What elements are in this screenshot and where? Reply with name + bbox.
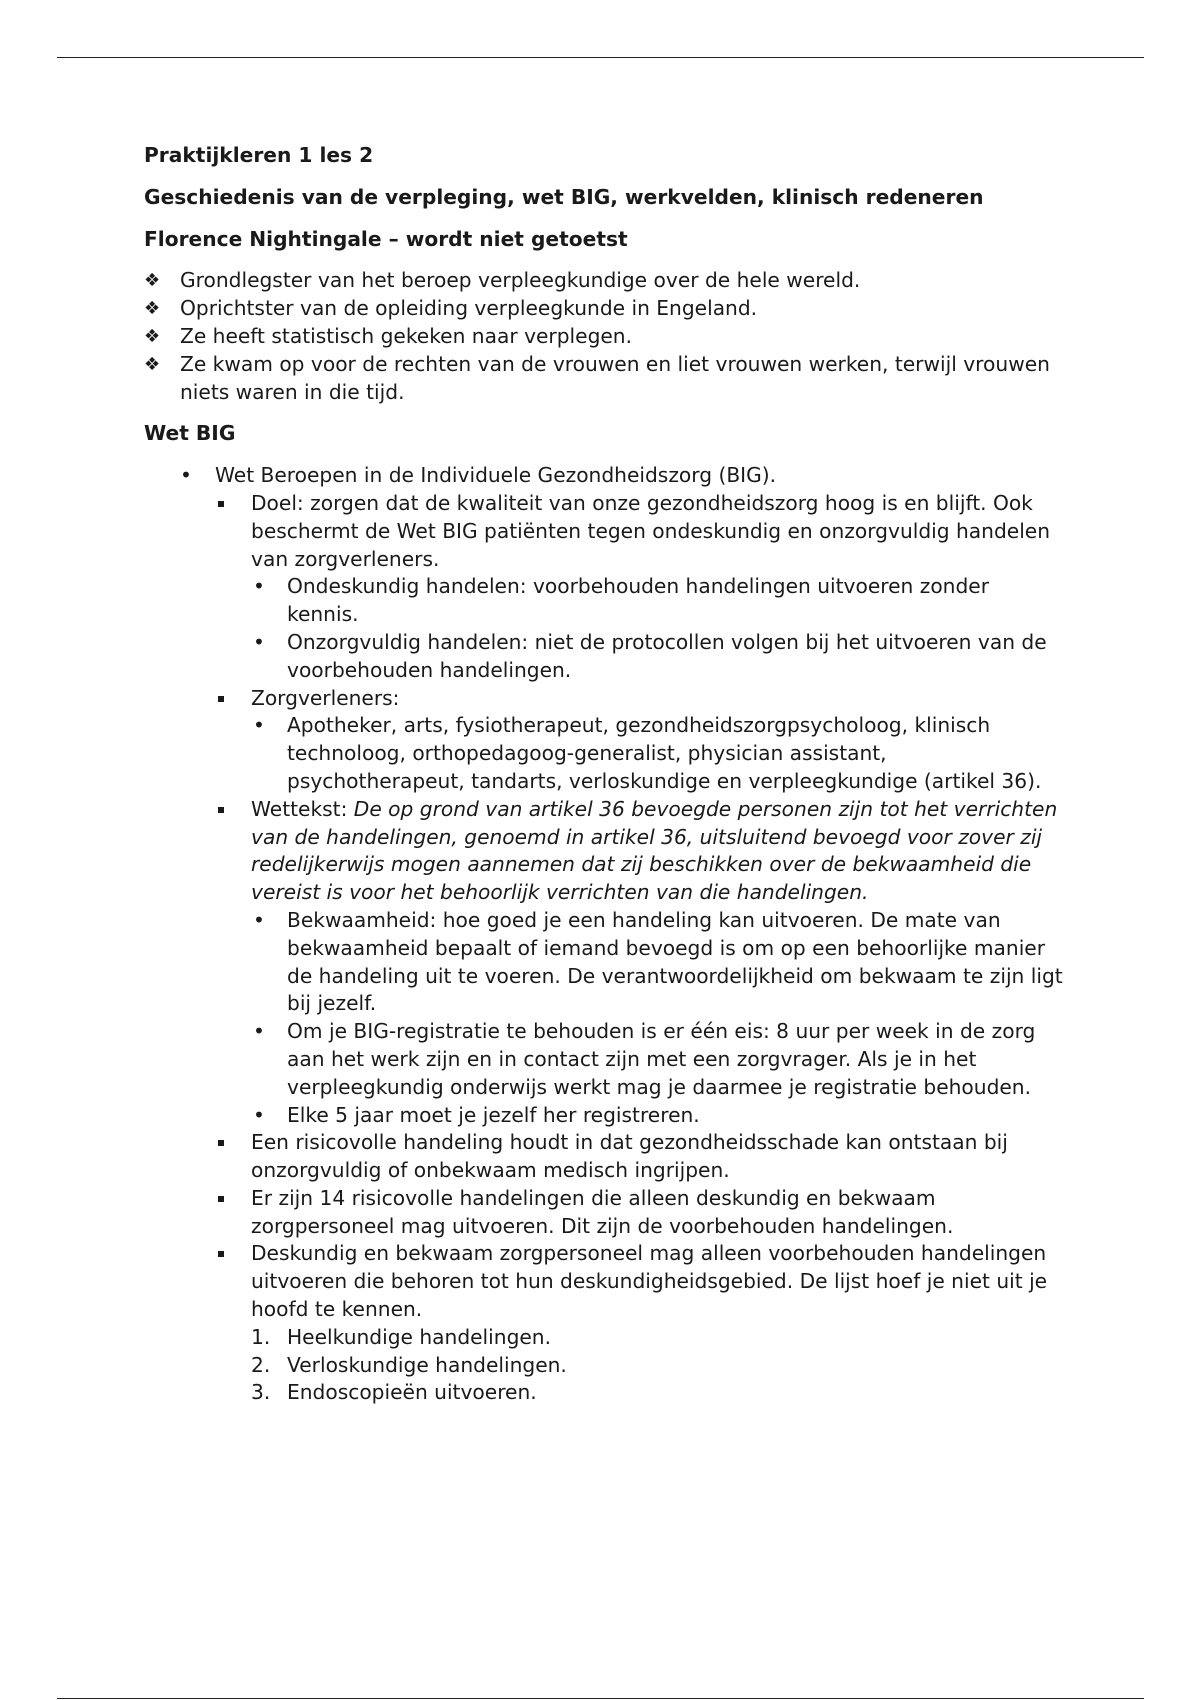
square-bullet-icon	[218, 1251, 224, 1257]
list-item: ❖ Grondlegster van het beroep verpleegkundige over de hele wereld.	[144, 267, 1064, 295]
square-bullet-icon	[218, 807, 224, 813]
diamond-bullet-icon: ❖	[144, 353, 161, 375]
list-item: • Apotheker, arts, fysiotherapeut, gezondheidszorgpsycholoog, klinisch technoloog, orthopedagoog-generalist, physician assistant, psychotherapeut, tandarts, verloskundige en verpleegkundige (artikel 36).	[253, 713, 1042, 793]
list-item: • Elke 5 jaar moet je jezelf her registreren.	[251, 1102, 1064, 1130]
bottom-rule	[57, 1698, 1144, 1699]
square-bullet-icon	[218, 501, 224, 507]
wet-big-list	[178, 462, 1064, 1407]
list-item	[215, 685, 1064, 796]
diamond-bullet-icon: ❖	[144, 298, 161, 320]
list-item: • Om je BIG-registratie te behouden is er één eis: 8 uur per week in de zorg aan het werk zijn en in contact zijn met een zorgvrager. Als je in het verpleegkundig onderwijs werkt mag je daarmee je registratie behouden.	[253, 1019, 1036, 1099]
list-item: • Onzorgvuldig handelen: niet de protocollen volgen bij het uitvoeren van de voorbehouden handelingen.	[253, 629, 1047, 682]
diamond-bullet-icon: ❖	[144, 270, 161, 292]
list-item: ❖ Oprichtster van de opleiding verpleegkunde in Engeland.	[144, 295, 1064, 323]
square-bullet-icon	[218, 1140, 224, 1146]
bullet-icon: •	[253, 1019, 265, 1044]
list-item	[178, 462, 1064, 1407]
bullet-icon: •	[253, 1102, 265, 1127]
numbered-item: 3. Endoscopieën uitvoeren.	[251, 1380, 537, 1405]
nightingale-list	[144, 267, 1064, 406]
section-heading-wet-big: Wet BIG	[144, 421, 236, 446]
bullet-icon: •	[253, 713, 265, 738]
wet-big-definition: Wet Beroepen in de Individuele Gezondheidszorg (BIG).	[215, 463, 777, 488]
deskundig-text: Deskundig en bekwaam zorgpersoneel mag alleen voorbehouden handelingen uitvoeren die behoren tot hun deskundigheidsgebied. De lijst hoef je niet uit je hoofd te kennen.	[251, 1241, 1048, 1322]
list-item	[215, 1240, 1064, 1407]
list-item: • Ondeskundig handelen: voorbehouden handelingen uitvoeren zonder kennis.	[253, 574, 990, 627]
list-item	[215, 796, 1064, 1130]
document-title: Praktijkleren 1 les 2	[144, 143, 374, 167]
top-rule	[57, 57, 1144, 58]
voorbehouden-handelingen-list	[251, 1324, 1064, 1407]
document-body	[144, 142, 1064, 1407]
zorgverleners-text: Zorgverleners:	[251, 685, 400, 710]
list-item: Een risicovolle handeling houdt in dat gezondheidsschade kan ontstaan bij onzorgvuldig of onbekwaam medisch ingrijpen.	[215, 1129, 1064, 1185]
numbered-item: 1. Heelkundige handelingen.	[251, 1324, 552, 1349]
wettekst-sublist	[251, 907, 1064, 1129]
zorgverleners-sublist	[251, 712, 1064, 795]
wet-big-sublist	[215, 490, 1064, 1407]
list-item: ❖ Ze heeft statistisch gekeken naar verplegen.	[144, 323, 1064, 351]
doel-sublist	[251, 573, 1064, 684]
numbered-item: 2. Verloskundige handelingen.	[251, 1352, 567, 1377]
bullet-icon: •	[253, 629, 265, 654]
section-heading-nightingale: Florence Nightingale – wordt niet getoetst	[144, 226, 628, 251]
list-item: Er zijn 14 risicovolle handelingen die alleen deskundig en bekwaam zorgpersoneel mag uitvoeren. Dit zijn de voorbehouden handelingen.	[215, 1185, 1064, 1241]
wettekst-quote: De op grond van artikel 36 bevoegde personen zijn tot het verrichten van de handelingen, genoemd in artikel 36, uitsluitend bevoegd voor zover zij redelijkerwijs mogen aannemen dat zij beschikken over de bekwaamheid die vereist is voor het behoorlijk verrichten van die handelingen.	[251, 796, 1058, 905]
doel-text: Doel: zorgen dat de kwaliteit van onze gezondheidszorg hoog is en blijft. Ook beschermt de Wet BIG patiënten tegen ondeskundig en onzorgvuldig handelen van zorgverleners.	[251, 490, 1051, 571]
diamond-bullet-icon: ❖	[144, 325, 161, 347]
bullet-icon: •	[253, 574, 265, 599]
bullet-icon: •	[180, 463, 192, 488]
document-subtitle: Geschiedenis van de verpleging, wet BIG, werkvelden, klinisch redeneren	[144, 184, 984, 209]
wettekst-label: Wettekst:	[251, 796, 354, 821]
square-bullet-icon	[218, 1196, 224, 1202]
list-item	[215, 490, 1064, 685]
list-item: ❖ Ze kwam op voor de rechten van de vrouwen en liet vrouwen werken, terwijl vrouwen niets waren in die tijd.	[144, 351, 1050, 404]
bullet-icon: •	[253, 907, 265, 932]
list-item: • Bekwaamheid: hoe goed je een handeling kan uitvoeren. De mate van bekwaamheid bepaalt of iemand bevoegd is om op een behoorlijke manier de handeling uit te voeren. De verantwoordelijkheid om bekwaam te zijn ligt bij jezelf.	[253, 907, 1063, 1016]
square-bullet-icon	[218, 696, 224, 702]
